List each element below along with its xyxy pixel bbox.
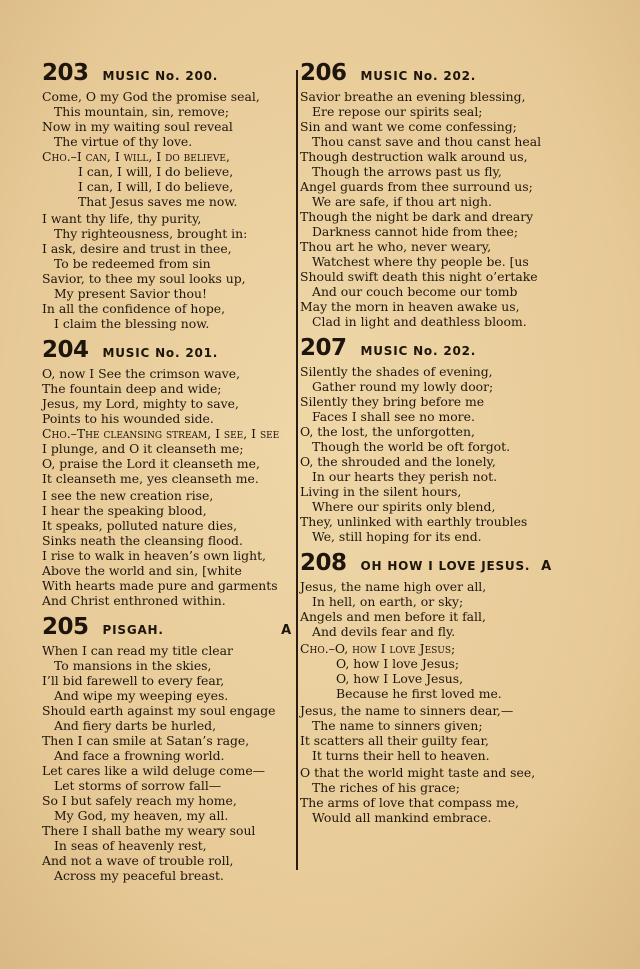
verse-line: I rise to walk in heaven’s own light, bbox=[42, 548, 266, 563]
verse-line: It turns their hell to heaven. bbox=[312, 748, 490, 763]
verse-line: I hear the speaking blood, bbox=[42, 503, 207, 518]
verse-line: Though the arrows past us fly, bbox=[312, 164, 502, 179]
verse-line: Faces I shall see no more. bbox=[312, 409, 475, 424]
verse-line: Come, O my God the promise seal, bbox=[42, 89, 260, 104]
verse-line: O, the lost, the unforgotten, bbox=[300, 424, 475, 439]
verse-line: O, praise the Lord it cleanseth me, bbox=[42, 456, 260, 471]
verse-line: Savior breathe an evening blessing, bbox=[300, 89, 526, 104]
chorus-line: Cho.–O, how I love Jesus; bbox=[300, 641, 456, 656]
verse-line: Living in the silent hours, bbox=[300, 484, 462, 499]
verse-line: Points to his wounded side. bbox=[42, 411, 214, 426]
verse-line: Jesus, the name to sinners dear,— bbox=[300, 703, 514, 718]
verse-line: And face a frowning world. bbox=[54, 748, 225, 763]
hymn-207 bbox=[300, 335, 552, 544]
verse-line: I can, I will, I do believe, bbox=[78, 179, 234, 194]
verse-line: The arms of love that compass me, bbox=[300, 795, 519, 810]
verse-line: Sin and want we come confessing; bbox=[300, 119, 517, 134]
verse-line: Where our spirits only blend, bbox=[312, 499, 496, 514]
verse-line: Jesus, my Lord, mighty to save, bbox=[42, 396, 239, 411]
verse-line: And wipe my weeping eyes. bbox=[54, 688, 229, 703]
verse-line: It speaks, polluted nature dies, bbox=[42, 518, 238, 533]
verse-line: In hell, on earth, or sky; bbox=[312, 594, 464, 609]
meter-mark: A bbox=[541, 559, 552, 574]
verse-line: Ere repose our spirits seal; bbox=[312, 104, 483, 119]
hymn-205 bbox=[42, 614, 292, 883]
verse-line: My present Savior thou! bbox=[54, 286, 207, 301]
hymn-204 bbox=[42, 337, 292, 608]
verse-line: So I but safely reach my home, bbox=[42, 793, 237, 808]
tune-name: MUSIC No. 202. bbox=[360, 344, 477, 358]
hymn-203 bbox=[42, 60, 292, 331]
verse-line: Then I can smile at Satan’s rage, bbox=[42, 733, 250, 748]
verse-line: Would all mankind embrace. bbox=[312, 810, 492, 825]
verse-line: Jesus, the name high over all, bbox=[300, 579, 487, 594]
verse-line: The name to sinners given; bbox=[312, 718, 483, 733]
verse-line: Silently they bring before me bbox=[300, 394, 485, 409]
verse-line: O, how I love Jesus; bbox=[336, 656, 459, 671]
verse-line: They, unlinked with earthly troubles bbox=[300, 514, 528, 529]
verse-line: Though destruction walk around us, bbox=[300, 149, 528, 164]
meter-mark: A bbox=[281, 623, 292, 638]
tune-name: MUSIC No. 200. bbox=[102, 69, 219, 83]
verse-line: Should earth against my soul engage bbox=[42, 703, 276, 718]
verse-line: O, now I See the crimson wave, bbox=[42, 366, 241, 381]
hymn-heading bbox=[42, 614, 292, 640]
verse-line: The riches of his grace; bbox=[312, 780, 460, 795]
hymn-heading bbox=[42, 337, 292, 363]
hymn-number: 207 bbox=[300, 335, 347, 361]
verse-line: Though the night be dark and dreary bbox=[300, 209, 534, 224]
hymn-number: 205 bbox=[42, 614, 89, 640]
verse-line: I ask, desire and trust in thee, bbox=[42, 241, 232, 256]
verse-line: I claim the blessing now. bbox=[54, 316, 210, 331]
verse-line: With hearts made pure and garments bbox=[42, 578, 278, 593]
verse-line: Thy righteousness, brought in: bbox=[54, 226, 248, 241]
verse-line: Sinks neath the cleansing flood. bbox=[42, 533, 243, 548]
verse-line: In seas of heavenly rest, bbox=[54, 838, 207, 853]
tune-name: OH HOW I LOVE JESUS. bbox=[360, 559, 531, 573]
verse-line: I’ll bid farewell to every fear, bbox=[42, 673, 225, 688]
verse-line: This mountain, sin, remove; bbox=[54, 104, 230, 119]
verse-line: Because he first loved me. bbox=[336, 686, 502, 701]
hymn-number: 206 bbox=[300, 60, 347, 86]
hymn-heading bbox=[42, 60, 292, 86]
verse-line: Though the world be oft forgot. bbox=[312, 439, 511, 454]
column-divider bbox=[296, 70, 298, 870]
verse-line: The virtue of thy love. bbox=[54, 134, 193, 149]
verse-line: To mansions in the skies, bbox=[54, 658, 212, 673]
hymn-heading bbox=[300, 60, 552, 86]
verse-line: Watchest where thy people be. [us bbox=[312, 254, 529, 269]
tune-name: MUSIC No. 202. bbox=[360, 69, 477, 83]
tune-name: PISGAH. bbox=[102, 623, 164, 637]
verse-line: I plunge, and O it cleanseth me; bbox=[42, 441, 244, 456]
verse-line: Above the world and sin, [white bbox=[42, 563, 242, 578]
verse-line: I see the new creation rise, bbox=[42, 488, 214, 503]
verse-line: We, still hoping for its end. bbox=[312, 529, 482, 544]
verse-line: My God, my heaven, my all. bbox=[54, 808, 229, 823]
verse-line: Now in my waiting soul reveal bbox=[42, 119, 233, 134]
hymn-208 bbox=[300, 550, 552, 825]
chorus-line: Cho.–The cleansing stream, I see, I see bbox=[42, 426, 280, 441]
verse-line: I can, I will, I do believe, bbox=[78, 164, 234, 179]
tune-name: MUSIC No. 201. bbox=[102, 346, 219, 360]
verse-line: O, the shrouded and the lonely, bbox=[300, 454, 496, 469]
verse-line: In our hearts they perish not. bbox=[312, 469, 498, 484]
right-column bbox=[300, 60, 552, 831]
hymn-number: 204 bbox=[42, 337, 89, 363]
verse-line: We are safe, if thou art nigh. bbox=[312, 194, 492, 209]
verse-line: When I can read my title clear bbox=[42, 643, 233, 658]
verse-line: Thou canst save and thou canst heal bbox=[312, 134, 542, 149]
verse-line: And fiery darts be hurled, bbox=[54, 718, 217, 733]
verse-line: O, how I Love Jesus, bbox=[336, 671, 464, 686]
verse-line: There I shall bathe my weary soul bbox=[42, 823, 256, 838]
verse-line: And Christ enthroned within. bbox=[42, 593, 226, 608]
verse-line: Darkness cannot hide from thee; bbox=[312, 224, 518, 239]
verse-line: Gather round my lowly door; bbox=[312, 379, 494, 394]
verse-line: It cleanseth me, yes cleanseth me. bbox=[42, 471, 259, 486]
verse-line: That Jesus saves me now. bbox=[78, 194, 238, 209]
verse-line: The fountain deep and wide; bbox=[42, 381, 222, 396]
verse-line: Clad in light and deathless bloom. bbox=[312, 314, 527, 329]
verse-line: In all the confidence of hope, bbox=[42, 301, 226, 316]
left-column bbox=[42, 60, 292, 889]
hymn-number: 203 bbox=[42, 60, 89, 86]
verse-line: Savior, to thee my soul looks up, bbox=[42, 271, 246, 286]
verse-line: And devils fear and fly. bbox=[312, 624, 456, 639]
hymn-number: 208 bbox=[300, 550, 347, 576]
verse-line: Across my peaceful breast. bbox=[54, 868, 224, 883]
verse-line: O that the world might taste and see, bbox=[300, 765, 536, 780]
verse-line: Thou art he who, never weary, bbox=[300, 239, 492, 254]
chorus-line: Cho.–I can, I will, I do believe, bbox=[42, 149, 230, 164]
verse-line: Let cares like a wild deluge come— bbox=[42, 763, 266, 778]
verse-line: Silently the shades of evening, bbox=[300, 364, 493, 379]
hymn-heading bbox=[300, 335, 552, 361]
verse-line: May the morn in heaven awake us, bbox=[300, 299, 520, 314]
verse-line: Should swift death this night o’ertake bbox=[300, 269, 538, 284]
verse-line: Angel guards from thee surround us; bbox=[300, 179, 533, 194]
verse-line: Let storms of sorrow fall— bbox=[54, 778, 222, 793]
verse-line: To be redeemed from sin bbox=[54, 256, 211, 271]
verse-line: And our couch become our tomb bbox=[312, 284, 518, 299]
verse-line: It scatters all their guilty fear, bbox=[300, 733, 489, 748]
verse-line: Angels and men before it fall, bbox=[300, 609, 486, 624]
hymn-206 bbox=[300, 60, 552, 329]
verse-line: I want thy life, thy purity, bbox=[42, 211, 202, 226]
verse-line: And not a wave of trouble roll, bbox=[42, 853, 234, 868]
hymn-heading bbox=[300, 550, 552, 576]
